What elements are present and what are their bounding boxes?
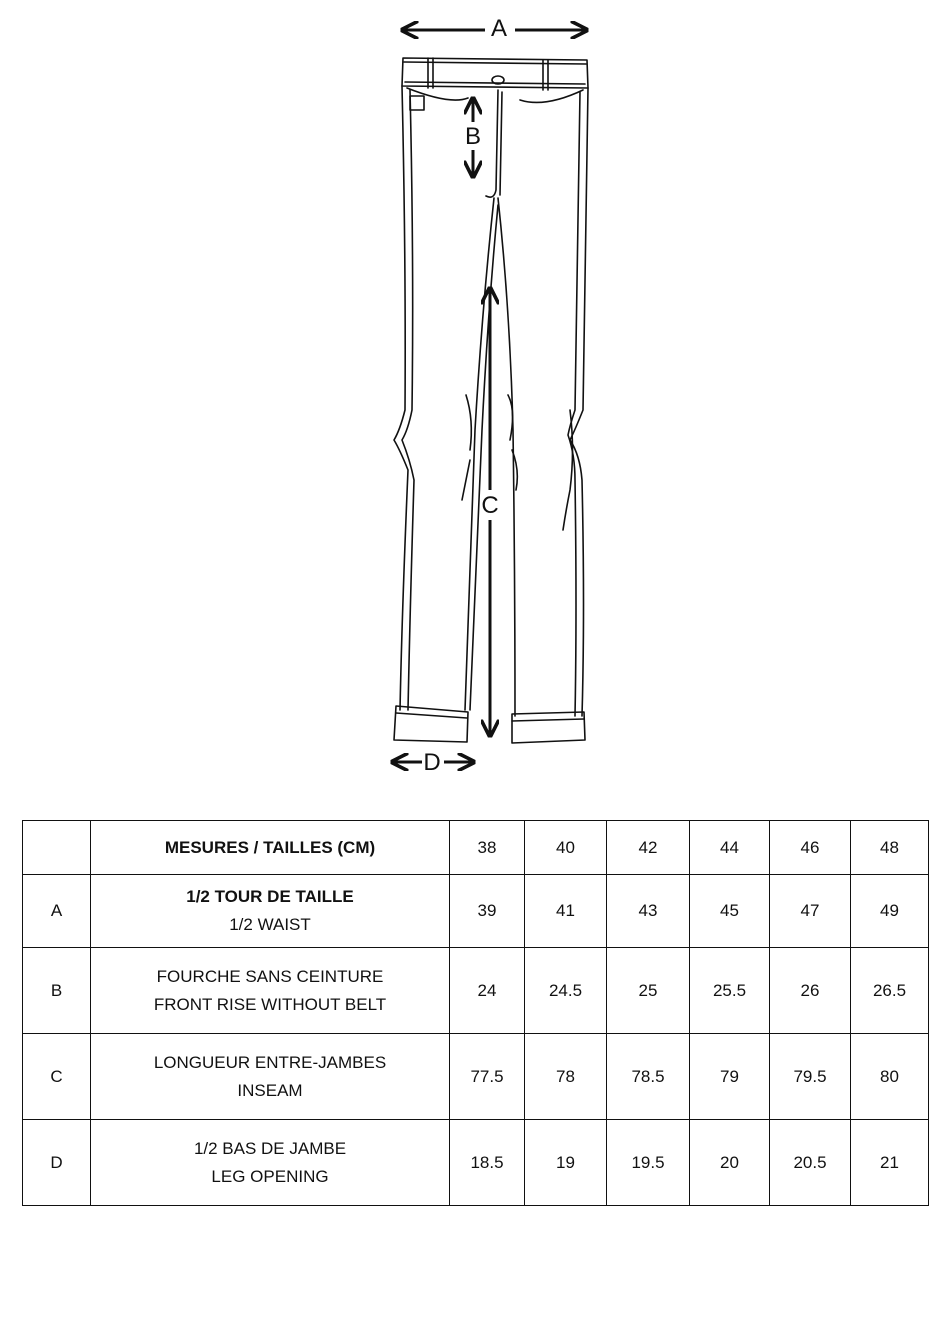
row-label: [91, 1120, 450, 1206]
row-code: C: [23, 1034, 91, 1120]
value-cell: 49: [851, 875, 929, 948]
value-cell: 77.5: [450, 1034, 525, 1120]
label-english: 1/2 WAIST: [229, 915, 311, 934]
size-chart-table: [22, 820, 929, 1206]
value-cell: 18.5: [450, 1120, 525, 1206]
value-cell: 20.5: [770, 1120, 851, 1206]
value-cell: 19.5: [607, 1120, 690, 1206]
value-cell: 26.5: [851, 948, 929, 1034]
label-d: D: [423, 749, 441, 776]
value-cell: 78: [525, 1034, 607, 1120]
table-row: [23, 875, 929, 948]
size-header: 40: [525, 821, 607, 875]
measures-header: MESURES / TAILLES (CM): [91, 821, 450, 875]
pants-diagram: [370, 10, 610, 780]
size-header: 48: [851, 821, 929, 875]
label-english: FRONT RISE WITHOUT BELT: [153, 994, 387, 1014]
value-cell: 41: [525, 875, 607, 948]
value-cell: 21: [851, 1120, 929, 1206]
value-cell: 79: [690, 1034, 770, 1120]
table-row: [23, 1120, 929, 1206]
value-cell: 47: [770, 875, 851, 948]
pants-sketch-icon: [370, 10, 610, 780]
row-label: [91, 948, 450, 1034]
label-french: LONGUEUR ENTRE-JAMBES: [153, 1052, 387, 1072]
value-cell: 25.5: [690, 948, 770, 1034]
table-row: [23, 1034, 929, 1120]
value-cell: 24: [450, 948, 525, 1034]
label-english: LEG OPENING: [211, 1166, 329, 1186]
corner-cell: [23, 821, 91, 875]
row-code: B: [23, 948, 91, 1034]
value-cell: 19: [525, 1120, 607, 1206]
label-english: INSEAM: [237, 1080, 303, 1100]
value-cell: 43: [607, 875, 690, 948]
size-header: 46: [770, 821, 851, 875]
value-cell: 20: [690, 1120, 770, 1206]
label-b: B: [464, 123, 482, 150]
row-code: D: [23, 1120, 91, 1206]
value-cell: 79.5: [770, 1034, 851, 1120]
value-cell: 78.5: [607, 1034, 690, 1120]
row-code: A: [23, 875, 91, 948]
value-cell: 45: [690, 875, 770, 948]
label-french: 1/2 TOUR DE TAILLE: [186, 887, 354, 906]
value-cell: 25: [607, 948, 690, 1034]
value-cell: 26: [770, 948, 851, 1034]
value-cell: 80: [851, 1034, 929, 1120]
label-a: A: [490, 15, 508, 42]
size-header: 42: [607, 821, 690, 875]
row-label: [91, 1034, 450, 1120]
header-row: [23, 821, 929, 875]
label-c: C: [481, 492, 499, 519]
label-french: FOURCHE SANS CEINTURE: [156, 966, 384, 986]
value-cell: 39: [450, 875, 525, 948]
table-row: [23, 948, 929, 1034]
label-french: 1/2 BAS DE JAMBE: [193, 1138, 347, 1158]
size-header: 44: [690, 821, 770, 875]
row-label: [91, 875, 450, 948]
value-cell: 24.5: [525, 948, 607, 1034]
size-header: 38: [450, 821, 525, 875]
